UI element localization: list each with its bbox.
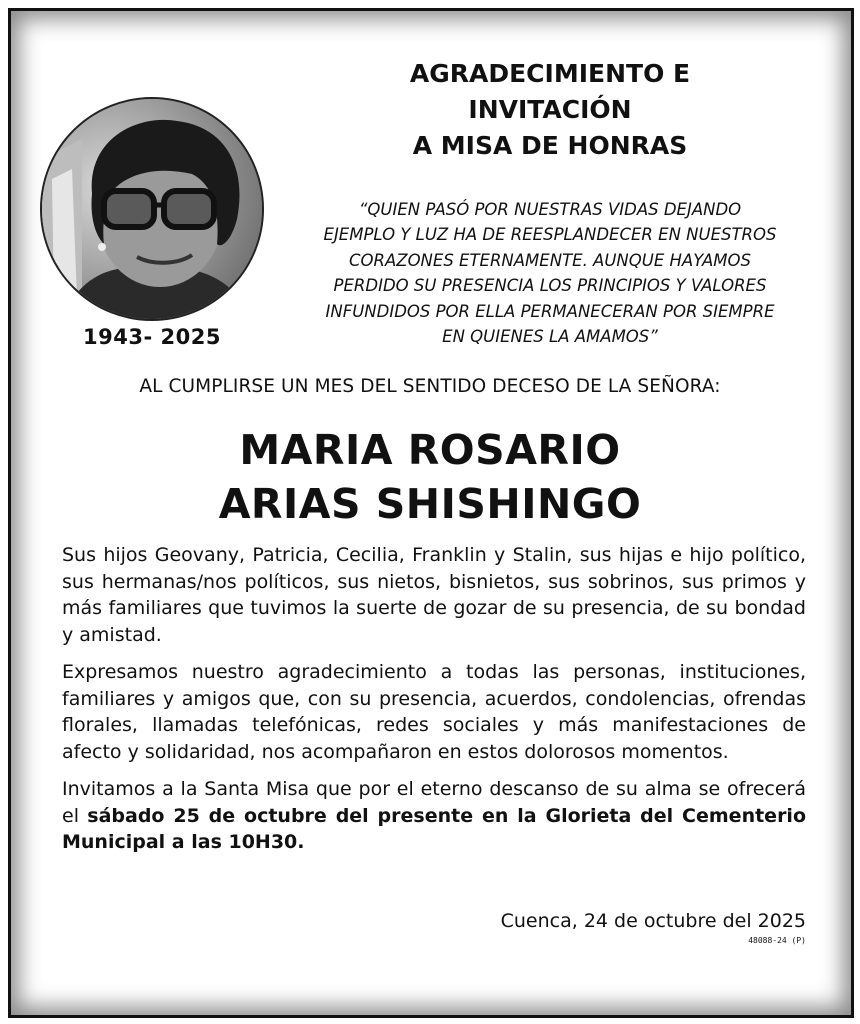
memorial-quote bbox=[280, 197, 820, 349]
thanks-paragraph: Expresamos nuestro agradecimiento a todas las personas, instituciones, familiares y amigos que, con su presencia, acuerdos, condolencias, ofrendas florales, llamadas telefónicas, redes sociales y más manifestaciones de afecto y solidaridad, nos acompañaron en estos dolorosos momentos. bbox=[62, 661, 806, 763]
intro-line: AL CUMPLIRSE UN MES DEL SENTIDO DECESO DE LA SEÑORA: bbox=[139, 376, 721, 397]
name-line-2: ARIAS SHISHINGO bbox=[218, 480, 642, 528]
quote-line: EN QUIENES LA AMAMOS” bbox=[442, 327, 658, 347]
invitation-text: Invitamos a la Santa Misa que por el eterno descanso de su alma se ofrecerá el bbox=[62, 778, 806, 827]
invitation-paragraph bbox=[62, 776, 806, 856]
notice-body bbox=[62, 542, 806, 867]
deceased-name bbox=[20, 423, 840, 531]
title-line: INVITACIÓN bbox=[468, 95, 632, 124]
portrait-photo bbox=[40, 97, 264, 321]
quote-line: INFUNDIDOS POR ELLA PERMANECERAN POR SIEMPRE bbox=[325, 301, 775, 321]
quote-line: PERDIDO SU PRESENCIA LOS PRINCIPIOS Y VALORES bbox=[333, 276, 767, 296]
title-line: A MISA DE HONRAS bbox=[412, 131, 688, 160]
notice-title bbox=[300, 56, 800, 164]
title-line: AGRADECIMIENTO E bbox=[409, 59, 691, 88]
quote-line: “QUIEN PASÓ POR NUESTRAS VIDAS DEJANDO bbox=[358, 200, 742, 219]
family-paragraph: Sus hijos Geovany, Patricia, Cecilia, Franklin y Stalin, sus hijas e hijo político, sus hermanas/nos políticos, sus nietos, bisnietos, sus sobrinos, sus primos y más familiares que tuvimos la suerte de gozar de su presencia, de su bondad y amistad. bbox=[62, 544, 806, 646]
name-line-1: MARIA ROSARIO bbox=[239, 426, 621, 474]
portrait-image bbox=[42, 99, 262, 319]
place-date: Cuenca, 24 de octubre del 2025 bbox=[500, 910, 806, 932]
life-years: 1943- 2025 bbox=[83, 325, 221, 349]
quote-line: CORAZONES ETERNAMENTE. AUNQUE HAYAMOS bbox=[349, 250, 751, 270]
ad-code: 48088-24 (P) bbox=[748, 936, 806, 945]
mass-details: sábado 25 de octubre del presente en la Glorieta del Cementerio Municipal a las 10H30. bbox=[62, 804, 807, 853]
quote-line: EJEMPLO Y LUZ HA DE REESPLANDECER EN NUESTROS bbox=[323, 225, 777, 245]
